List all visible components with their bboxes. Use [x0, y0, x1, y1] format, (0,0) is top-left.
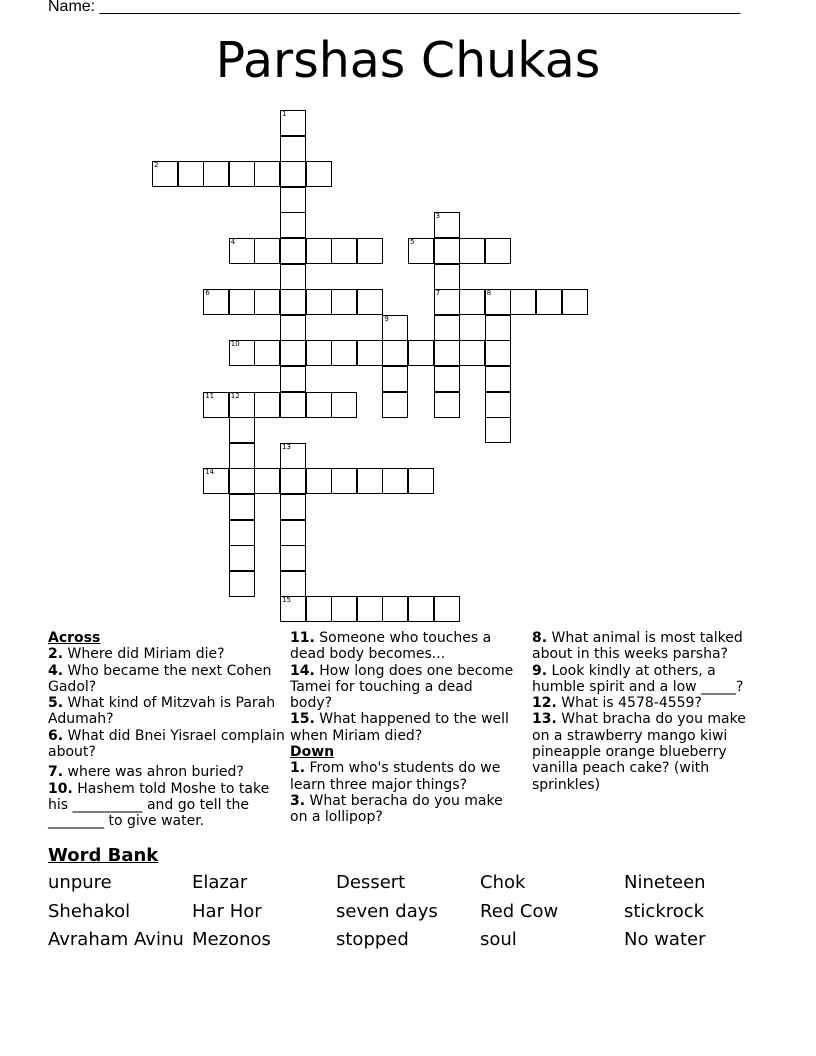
crossword-cell[interactable] [203, 392, 229, 418]
word-bank-item: seven days [336, 901, 438, 922]
word-bank-item: Nineteen [624, 872, 706, 893]
clue-number: 6 [205, 289, 210, 298]
crossword-cell[interactable] [306, 289, 332, 315]
clue-down-13: 13. What bracha do you make on a strawberry mango kiwi pineapple orange blueberry vanilla peach cake? (with sprinkles) [532, 711, 746, 793]
crossword-cell[interactable] [280, 340, 306, 366]
crossword-cell[interactable] [459, 238, 485, 264]
crossword-cell[interactable] [485, 289, 511, 315]
crossword-cell[interactable] [280, 545, 306, 571]
crossword-cell[interactable] [357, 238, 383, 264]
clue-number: 4 [230, 238, 236, 246]
crossword-cell[interactable] [357, 289, 383, 315]
crossword-cell[interactable] [408, 238, 434, 264]
crossword-cell[interactable] [280, 596, 306, 622]
crossword-cell[interactable] [331, 238, 357, 264]
clue-number: 2 [154, 161, 159, 170]
crossword-cell[interactable] [280, 161, 306, 187]
word-bank-item: Har Hor [192, 901, 262, 922]
clue-across-15: 15. What happened to the well when Miriam died? [290, 711, 509, 744]
crossword-cell[interactable] [331, 340, 357, 366]
clue-across-7: 7. where was ahron buried? [48, 764, 244, 781]
crossword-cell[interactable] [408, 596, 434, 622]
crossword-cell[interactable] [178, 161, 204, 187]
clue-across-10: 10. Hashem told Moshe to take his __________ and go tell the ________ to give water. [48, 780, 270, 830]
crossword-cell[interactable] [434, 315, 460, 341]
crossword-cell[interactable] [485, 417, 511, 443]
word-bank-item: No water [624, 929, 706, 950]
crossword-cell[interactable] [331, 289, 357, 315]
clue-across-6: 6. What did Bnei Yisrael complain about? [48, 727, 285, 761]
crossword-cell[interactable] [434, 392, 460, 418]
crossword-cell[interactable] [229, 161, 255, 187]
crossword-cell[interactable] [382, 315, 408, 341]
clue-across-4: 4. Who became the next Cohen Gadol? [48, 662, 272, 695]
word-bank-item: Mezonos [192, 929, 271, 950]
crossword-cell[interactable] [203, 468, 229, 494]
clues-column-1 [48, 630, 288, 830]
crossword-cell[interactable] [434, 366, 460, 392]
clue-across-5: 5. What kind of Mitzvah is Parah Adumah? [48, 695, 276, 728]
crossword-cell[interactable] [485, 238, 511, 264]
crossword-cell[interactable] [408, 468, 434, 494]
crossword-cell[interactable] [306, 392, 332, 418]
crossword-cell[interactable] [536, 289, 562, 315]
clue-number: 5 [410, 238, 415, 246]
clue-down-1: 1. From who's students do we learn three major things? [290, 760, 501, 793]
crossword-cell[interactable] [280, 187, 306, 213]
crossword-cell[interactable] [280, 571, 306, 597]
crossword-cell[interactable] [382, 340, 408, 366]
crossword-cell[interactable] [229, 571, 255, 597]
word-bank-item: stopped [336, 929, 409, 950]
word-bank-item: soul [480, 929, 517, 950]
crossword-cell[interactable] [280, 110, 306, 136]
clue-number: 3 [435, 212, 441, 221]
crossword-cell[interactable] [280, 468, 306, 494]
clue-number: 10 [230, 340, 240, 349]
crossword-cell[interactable] [280, 392, 306, 418]
crossword-cell[interactable] [306, 340, 332, 366]
crossword-cell[interactable] [562, 289, 588, 315]
crossword-cell[interactable] [229, 545, 255, 571]
clue-number: 15 [282, 596, 291, 605]
crossword-cell[interactable] [254, 238, 280, 264]
word-bank-title: Word Bank [48, 845, 159, 866]
crossword-cell[interactable] [254, 289, 280, 315]
crossword-cell[interactable] [229, 238, 255, 264]
crossword-cell[interactable] [357, 468, 383, 494]
crossword-cell[interactable] [254, 392, 280, 418]
clue-number: 8 [486, 289, 492, 298]
crossword-cell[interactable] [280, 212, 306, 238]
crossword-cell[interactable] [485, 366, 511, 392]
crossword-cell[interactable] [306, 161, 332, 187]
clue-number: 14 [205, 468, 215, 477]
crossword-cell[interactable] [280, 366, 306, 392]
crossword-cell[interactable] [306, 238, 332, 264]
word-bank-item: Avraham Avinu [48, 929, 184, 950]
crossword-cell[interactable] [357, 596, 383, 622]
clue-across-11: 11. Someone who touches a dead body becomes... [290, 630, 492, 663]
crossword-cell[interactable] [382, 392, 408, 418]
crossword-cell[interactable] [459, 340, 485, 366]
crossword-cell[interactable] [229, 443, 255, 469]
crossword-cell[interactable] [229, 494, 255, 520]
word-bank-item: Shehakol [48, 901, 131, 922]
across-heading: Across [48, 630, 101, 646]
crossword-cell[interactable] [280, 289, 306, 315]
crossword-cell[interactable] [459, 289, 485, 315]
crossword-cell[interactable] [229, 417, 255, 443]
crossword-cell[interactable] [229, 289, 255, 315]
crossword-cell[interactable] [280, 315, 306, 341]
crossword-cell[interactable] [382, 468, 408, 494]
crossword-cell[interactable] [280, 136, 306, 162]
crossword-cell[interactable] [306, 596, 332, 622]
crossword-cell[interactable] [152, 161, 178, 187]
crossword-cell[interactable] [280, 494, 306, 520]
clue-number: 9 [384, 314, 389, 323]
crossword-cell[interactable] [331, 392, 357, 418]
down-heading: Down [290, 744, 335, 761]
crossword-cell[interactable] [408, 340, 434, 366]
crossword-cell[interactable] [434, 238, 460, 264]
clue-down-8: 8. What animal is most talked about in this weeks parsha? [532, 630, 743, 663]
crossword-cell[interactable] [485, 315, 511, 341]
clue-down-3: 3. What beracha do you make on a lollipop? [290, 792, 503, 826]
crossword-cell[interactable] [434, 340, 460, 366]
crossword-cell[interactable] [254, 161, 280, 187]
clue-down-12: 12. What is 4578-4559? [532, 695, 702, 712]
crossword-cell[interactable] [229, 468, 255, 494]
crossword-cell[interactable] [254, 340, 280, 366]
clue-number: 7 [435, 289, 441, 298]
word-bank-item: stickrock [624, 901, 705, 922]
crossword-cell[interactable] [280, 264, 306, 290]
word-bank-item: Elazar [192, 872, 248, 893]
crossword-cell[interactable] [434, 289, 460, 315]
crossword-cell[interactable] [485, 392, 511, 418]
crossword-cell[interactable] [306, 468, 332, 494]
crossword-cell[interactable] [280, 238, 306, 264]
crossword-cell[interactable] [382, 366, 408, 392]
word-bank-item: unpure [48, 872, 112, 893]
crossword-cell[interactable] [280, 520, 306, 546]
crossword-cell[interactable] [434, 264, 460, 290]
word-bank-item: Dessert [336, 872, 406, 893]
crossword-cell[interactable] [203, 161, 229, 187]
crossword-cell[interactable] [280, 443, 306, 469]
clue-across-14: 14. How long does one become Tamei for touching a dead body? [290, 662, 514, 712]
clue-across-2: 2. Where did Miriam die? [48, 646, 225, 663]
name-line: Name: ________________________________________________________________________ [48, 0, 741, 15]
word-bank-item: Chok [480, 872, 526, 893]
crossword-cell[interactable] [485, 340, 511, 366]
clues-column-3 [532, 630, 762, 793]
crossword-cell[interactable] [229, 520, 255, 546]
clues-column-2 [290, 630, 515, 826]
crossword-cell[interactable] [434, 596, 460, 622]
page-title: Parshas Chukas [215, 32, 601, 89]
word-bank-item: Red Cow [480, 901, 559, 922]
crossword-cell[interactable] [331, 596, 357, 622]
crossword-cell[interactable] [357, 340, 383, 366]
clue-number: 1 [282, 110, 287, 118]
crossword-cell[interactable] [331, 468, 357, 494]
clue-down-9: 9. Look kindly at others, a humble spirit and a low _____? [532, 662, 744, 695]
crossword-cell[interactable] [510, 289, 536, 315]
crossword-cell[interactable] [203, 289, 229, 315]
crossword-cell[interactable] [229, 392, 255, 418]
crossword-cell[interactable] [434, 212, 460, 238]
crossword-cell[interactable] [229, 340, 255, 366]
clue-number: 11 [205, 391, 215, 400]
crossword-cell[interactable] [382, 596, 408, 622]
crossword-cell[interactable] [254, 468, 280, 494]
clue-number: 13 [282, 442, 291, 451]
clue-number: 12 [230, 391, 240, 400]
